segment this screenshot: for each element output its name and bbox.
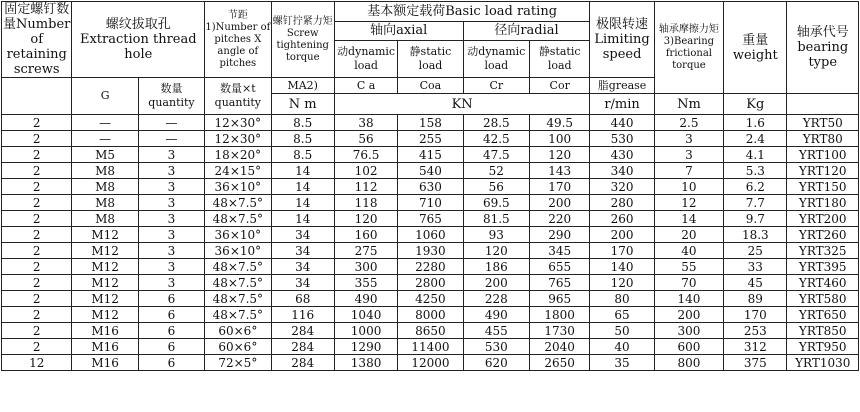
cell-speed: 530 — [590, 131, 654, 147]
cell-torque: 34 — [271, 227, 334, 243]
cell-weight: 89 — [724, 291, 787, 307]
cell-cor: 120 — [530, 147, 590, 163]
cell-friction: 7 — [654, 163, 723, 179]
cell-pitch: 12×30° — [205, 115, 271, 131]
cell-coa: 1060 — [398, 227, 463, 243]
cell-cr: 47.5 — [463, 147, 529, 163]
cell-qty: 6 — [138, 323, 204, 339]
cell-weight: 375 — [724, 355, 787, 371]
cell-ca: 160 — [334, 227, 397, 243]
cell-torque: 68 — [271, 291, 334, 307]
table-row — [2, 211, 859, 227]
cell-ca: 56 — [334, 131, 397, 147]
cell-pitch: 48×7.5° — [205, 211, 271, 227]
table-row — [2, 179, 859, 195]
cell-ca: 275 — [334, 243, 397, 259]
cell-type: YRT260 — [787, 227, 859, 243]
col-basic-load-rating: 基本额定载荷Basic load rating — [334, 2, 589, 22]
col-extraction-hole: 螺纹拔取孔 Extraction thread hole — [72, 2, 205, 78]
cell-g: M12 — [72, 275, 138, 291]
table-row — [2, 291, 859, 307]
cell-torque: 8.5 — [271, 115, 334, 131]
cell-pitch: 18×20° — [205, 147, 271, 163]
cell-friction: 200 — [654, 307, 723, 323]
cell-pitch: 36×10° — [205, 227, 271, 243]
table-row — [2, 355, 859, 371]
cell-coa: 540 — [398, 163, 463, 179]
col-frictional-torque: 轴承摩擦力矩3)Bearing frictional torque — [654, 2, 723, 94]
table-row — [2, 259, 859, 275]
cell-screws: 2 — [2, 195, 72, 211]
table-row — [2, 339, 859, 355]
cell-speed: 35 — [590, 355, 654, 371]
cell-qty: 6 — [138, 355, 204, 371]
cell-coa: 8650 — [398, 323, 463, 339]
cell-speed: 40 — [590, 339, 654, 355]
cell-weight: 18.3 — [724, 227, 787, 243]
cell-cr: 186 — [463, 259, 529, 275]
cell-speed: 80 — [590, 291, 654, 307]
cell-type: YRT950 — [787, 339, 859, 355]
cell-coa: 8000 — [398, 307, 463, 323]
col-pitch-quantity: 数量×t quantity — [205, 78, 271, 115]
cell-cr: 56 — [463, 179, 529, 195]
cell-weight: 170 — [724, 307, 787, 323]
cell-screws: 2 — [2, 243, 72, 259]
cell-pitch: 60×6° — [205, 323, 271, 339]
col-weight: 重量 weight — [724, 2, 787, 94]
cell-g: M8 — [72, 179, 138, 195]
cell-g: M8 — [72, 211, 138, 227]
cell-friction: 40 — [654, 243, 723, 259]
cell-speed: 280 — [590, 195, 654, 211]
cell-ca: 76.5 — [334, 147, 397, 163]
table-row — [2, 307, 859, 323]
cell-pitch: 48×7.5° — [205, 291, 271, 307]
cell-type: YRT395 — [787, 259, 859, 275]
cell-cor: 49.5 — [530, 115, 590, 131]
cell-ca: 490 — [334, 291, 397, 307]
cell-screws: 2 — [2, 323, 72, 339]
cell-qty: 3 — [138, 163, 204, 179]
cell-torque: 284 — [271, 355, 334, 371]
cell-cor: 290 — [530, 227, 590, 243]
cell-coa: 12000 — [398, 355, 463, 371]
cell-cr: 200 — [463, 275, 529, 291]
cell-screws: 2 — [2, 259, 72, 275]
cell-friction: 140 — [654, 291, 723, 307]
cell-cr: 228 — [463, 291, 529, 307]
cell-g: M12 — [72, 259, 138, 275]
col-tightening-torque: 螺钉拧紧力矩Screw tightening torque — [271, 2, 334, 78]
cell-friction: 2.5 — [654, 115, 723, 131]
cell-cr: 530 — [463, 339, 529, 355]
cell-g: — — [72, 131, 138, 147]
cell-cor: 345 — [530, 243, 590, 259]
cell-ca: 120 — [334, 211, 397, 227]
cell-cr: 93 — [463, 227, 529, 243]
cell-weight: 25 — [724, 243, 787, 259]
table-row — [2, 227, 859, 243]
cell-cor: 2040 — [530, 339, 590, 355]
cell-torque: 14 — [271, 195, 334, 211]
cell-cor: 1800 — [530, 307, 590, 323]
cell-type: YRT650 — [787, 307, 859, 323]
col-coa-static: 静static load — [398, 41, 463, 78]
cell-screws: 2 — [2, 211, 72, 227]
cell-cr: 120 — [463, 243, 529, 259]
cell-cr: 490 — [463, 307, 529, 323]
cell-g: M5 — [72, 147, 138, 163]
cell-coa: 158 — [398, 115, 463, 131]
cell-qty: — — [138, 131, 204, 147]
cell-cor: 220 — [530, 211, 590, 227]
cell-weight: 45 — [724, 275, 787, 291]
col-ma: MA2) — [271, 78, 334, 94]
cell-screws: 2 — [2, 131, 72, 147]
cell-torque: 14 — [271, 179, 334, 195]
cell-friction: 3 — [654, 147, 723, 163]
cell-qty: 3 — [138, 179, 204, 195]
cell-cor: 965 — [530, 291, 590, 307]
cell-screws: 2 — [2, 227, 72, 243]
cell-friction: 14 — [654, 211, 723, 227]
table-row — [2, 243, 859, 259]
cell-type: YRT120 — [787, 163, 859, 179]
cell-coa: 415 — [398, 147, 463, 163]
cell-type: YRT200 — [787, 211, 859, 227]
cell-torque: 34 — [271, 275, 334, 291]
cell-speed: 170 — [590, 243, 654, 259]
bearing-spec-table — [1, 1, 859, 371]
cell-g: M16 — [72, 339, 138, 355]
cell-screws: 2 — [2, 307, 72, 323]
cell-ca: 1000 — [334, 323, 397, 339]
cell-weight: 7.7 — [724, 195, 787, 211]
cell-friction: 3 — [654, 131, 723, 147]
cell-cor: 765 — [530, 275, 590, 291]
cell-cr: 52 — [463, 163, 529, 179]
cell-pitch: 48×7.5° — [205, 195, 271, 211]
cell-screws: 2 — [2, 339, 72, 355]
cell-weight: 9.7 — [724, 211, 787, 227]
cell-cor: 100 — [530, 131, 590, 147]
cell-qty: — — [138, 115, 204, 131]
unit-kg: Kg — [724, 94, 787, 115]
col-cor-static: 静static load — [530, 41, 590, 78]
table-row — [2, 131, 859, 147]
col-g-hint — [2, 78, 72, 115]
cell-weight: 2.4 — [724, 131, 787, 147]
cell-pitch: 12×30° — [205, 131, 271, 147]
cell-pitch: 36×10° — [205, 179, 271, 195]
cell-coa: 11400 — [398, 339, 463, 355]
cell-type: YRT1030 — [787, 355, 859, 371]
cell-ca: 1380 — [334, 355, 397, 371]
cell-speed: 440 — [590, 115, 654, 131]
cell-g: M16 — [72, 323, 138, 339]
cell-pitch: 60×6° — [205, 339, 271, 355]
cell-speed: 140 — [590, 259, 654, 275]
cell-cr: 81.5 — [463, 211, 529, 227]
cell-type: YRT150 — [787, 179, 859, 195]
cell-torque: 116 — [271, 307, 334, 323]
cell-friction: 12 — [654, 195, 723, 211]
cell-type: YRT100 — [787, 147, 859, 163]
cell-cr: 42.5 — [463, 131, 529, 147]
col-bearing-type: 轴承代号 bearing type — [787, 2, 859, 94]
cell-weight: 253 — [724, 323, 787, 339]
cell-weight: 6.2 — [724, 179, 787, 195]
col-ca-dynamic: 动dynamic load — [334, 41, 397, 78]
cell-weight: 1.6 — [724, 115, 787, 131]
cell-type: YRT80 — [787, 131, 859, 147]
cell-g: M12 — [72, 227, 138, 243]
cell-speed: 430 — [590, 147, 654, 163]
cell-qty: 3 — [138, 147, 204, 163]
table-row — [2, 323, 859, 339]
cell-pitch: 24×15° — [205, 163, 271, 179]
cell-g: M12 — [72, 291, 138, 307]
cell-qty: 3 — [138, 275, 204, 291]
cell-type: YRT460 — [787, 275, 859, 291]
cell-cor: 170 — [530, 179, 590, 195]
cell-qty: 3 — [138, 227, 204, 243]
cell-coa: 1930 — [398, 243, 463, 259]
cell-type: YRT50 — [787, 115, 859, 131]
table-row — [2, 195, 859, 211]
cell-torque: 284 — [271, 339, 334, 355]
cell-ca: 300 — [334, 259, 397, 275]
table-row — [2, 147, 859, 163]
cell-pitch: 36×10° — [205, 243, 271, 259]
table-row — [2, 115, 859, 131]
cell-coa: 765 — [398, 211, 463, 227]
cell-speed: 50 — [590, 323, 654, 339]
unit-nm: N m — [271, 94, 334, 115]
cell-qty: 6 — [138, 307, 204, 323]
cell-speed: 65 — [590, 307, 654, 323]
cell-g: M12 — [72, 243, 138, 259]
unit-kn: KN — [334, 94, 589, 115]
cell-weight: 312 — [724, 339, 787, 355]
cell-weight: 33 — [724, 259, 787, 275]
cell-qty: 3 — [138, 195, 204, 211]
cell-torque: 14 — [271, 163, 334, 179]
cell-weight: 4.1 — [724, 147, 787, 163]
unit-ca: C a — [334, 78, 397, 94]
cell-qty: 6 — [138, 339, 204, 355]
cell-coa: 4250 — [398, 291, 463, 307]
cell-speed: 200 — [590, 227, 654, 243]
cell-pitch: 72×5° — [205, 355, 271, 371]
cell-g: — — [72, 115, 138, 131]
cell-g: M8 — [72, 195, 138, 211]
cell-screws: 2 — [2, 115, 72, 131]
cell-torque: 14 — [271, 211, 334, 227]
cell-friction: 600 — [654, 339, 723, 355]
unit-rmin: r/min — [590, 94, 654, 115]
cell-ca: 102 — [334, 163, 397, 179]
cell-speed: 340 — [590, 163, 654, 179]
col-axial: 轴向axial — [334, 21, 463, 41]
cell-ca: 38 — [334, 115, 397, 131]
col-pitches: 节距1)Number of pitches X angle of pitches — [205, 2, 271, 78]
unit-coa: Coa — [398, 78, 463, 94]
col-radial: 径向radial — [463, 21, 590, 41]
cell-coa: 630 — [398, 179, 463, 195]
cell-coa: 710 — [398, 195, 463, 211]
cell-type: YRT325 — [787, 243, 859, 259]
cell-friction: 20 — [654, 227, 723, 243]
cell-coa: 2280 — [398, 259, 463, 275]
cell-pitch: 48×7.5° — [205, 275, 271, 291]
cell-speed: 320 — [590, 179, 654, 195]
unit-friction-nm: Nm — [654, 94, 723, 115]
cell-qty: 3 — [138, 211, 204, 227]
cell-torque: 34 — [271, 259, 334, 275]
col-limiting-speed: 极限转速Limiting speed — [590, 2, 654, 78]
cell-coa: 255 — [398, 131, 463, 147]
cell-cr: 69.5 — [463, 195, 529, 211]
cell-cor: 655 — [530, 259, 590, 275]
cell-screws: 2 — [2, 147, 72, 163]
cell-coa: 2800 — [398, 275, 463, 291]
cell-ca: 118 — [334, 195, 397, 211]
cell-friction: 10 — [654, 179, 723, 195]
cell-g: M8 — [72, 163, 138, 179]
cell-screws: 2 — [2, 179, 72, 195]
cell-cor: 1730 — [530, 323, 590, 339]
cell-qty: 6 — [138, 291, 204, 307]
cell-ca: 355 — [334, 275, 397, 291]
cell-weight: 5.3 — [724, 163, 787, 179]
cell-screws: 12 — [2, 355, 72, 371]
col-grease: 脂grease — [590, 78, 654, 94]
cell-friction: 55 — [654, 259, 723, 275]
cell-type: YRT580 — [787, 291, 859, 307]
cell-type: YRT850 — [787, 323, 859, 339]
cell-friction: 800 — [654, 355, 723, 371]
cell-cr: 620 — [463, 355, 529, 371]
cell-cor: 2650 — [530, 355, 590, 371]
cell-qty: 3 — [138, 259, 204, 275]
cell-cor: 143 — [530, 163, 590, 179]
cell-cor: 200 — [530, 195, 590, 211]
col-quantity: 数量 quantity — [138, 78, 204, 115]
cell-torque: 34 — [271, 243, 334, 259]
cell-cr: 455 — [463, 323, 529, 339]
table-row — [2, 163, 859, 179]
cell-torque: 8.5 — [271, 131, 334, 147]
cell-g: M16 — [72, 355, 138, 371]
col-cr-dynamic: 动dynamic load — [463, 41, 529, 78]
cell-speed: 120 — [590, 275, 654, 291]
cell-ca: 112 — [334, 179, 397, 195]
cell-pitch: 48×7.5° — [205, 307, 271, 323]
cell-g: M12 — [72, 307, 138, 323]
cell-speed: 260 — [590, 211, 654, 227]
table-body — [2, 115, 859, 371]
col-g: G — [72, 78, 138, 115]
cell-torque: 8.5 — [271, 147, 334, 163]
cell-ca: 1290 — [334, 339, 397, 355]
cell-type: YRT180 — [787, 195, 859, 211]
unit-type-blank — [787, 94, 859, 115]
cell-ca: 1040 — [334, 307, 397, 323]
col-retaining-screws: 固定螺钉数量Number of retaining screws — [3, 2, 71, 77]
cell-friction: 70 — [654, 275, 723, 291]
cell-pitch: 48×7.5° — [205, 259, 271, 275]
cell-screws: 2 — [2, 163, 72, 179]
unit-cor: Cor — [530, 78, 590, 94]
cell-screws: 2 — [2, 275, 72, 291]
cell-friction: 300 — [654, 323, 723, 339]
unit-cr: Cr — [463, 78, 529, 94]
cell-cr: 28.5 — [463, 115, 529, 131]
table-row — [2, 275, 859, 291]
cell-screws: 2 — [2, 291, 72, 307]
cell-torque: 284 — [271, 323, 334, 339]
cell-qty: 3 — [138, 243, 204, 259]
